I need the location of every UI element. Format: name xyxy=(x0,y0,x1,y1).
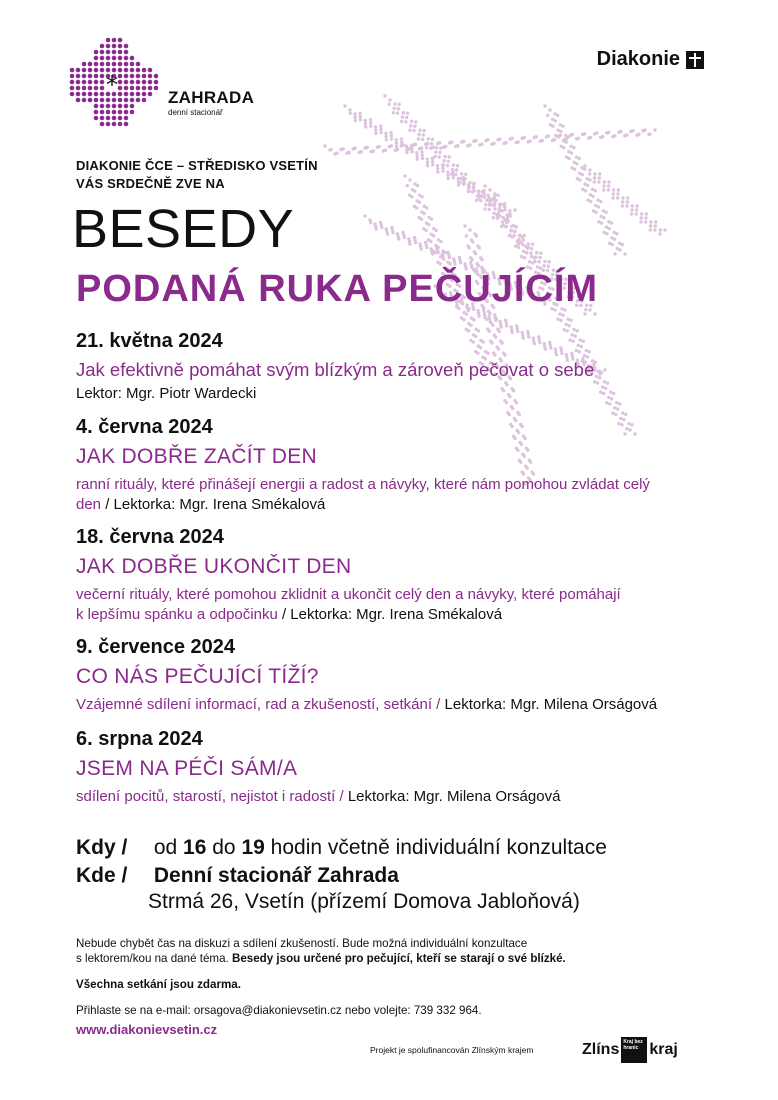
event-topic: Jak efektivně pomáhat svým blízkým a zároveň pečovat o sebe xyxy=(76,359,595,380)
organizer-line: DIAKONIE ČCE – STŘEDISKO VSETÍN xyxy=(76,158,318,173)
where-address: Strmá 26, Vsetín (přízemí Domova Jabloňová) xyxy=(148,890,580,913)
funding-note: Projekt je spolufinancován Zlínským krajem xyxy=(370,1045,534,1055)
partner-text-b: kraj xyxy=(649,1041,678,1058)
event-description-cont: den xyxy=(76,496,102,513)
event-description: ranní rituály, které přinášejí energii a radost a návyky, které nám pomohou zvládat celý xyxy=(76,476,650,493)
diakonie-name: Diakonie xyxy=(596,48,680,70)
when-pre: od xyxy=(153,836,178,859)
event-description-cont: k lepšímu spánku a odpočinku xyxy=(76,606,278,623)
event-date: 18. června 2024 xyxy=(76,526,224,548)
where-label: Kde / xyxy=(76,864,128,887)
event-topic: JSEM NA PÉČI SÁM/A xyxy=(76,757,298,780)
website-link[interactable]: www.diakonievsetin.cz xyxy=(76,1022,218,1037)
when-post: hodin včetně individuální konzultace xyxy=(270,836,607,859)
zahrada-flower-logo-icon xyxy=(62,36,162,132)
event-topic: JAK DOBŘE ZAČÍT DEN xyxy=(76,445,318,468)
event-lector: / Lektorka: Mgr. Irena Smékalová xyxy=(281,606,503,623)
event-2 xyxy=(76,416,650,515)
event-date: 6. srpna 2024 xyxy=(76,728,203,750)
svg-text:*: * xyxy=(106,71,118,99)
when-from: 16 xyxy=(183,836,207,859)
event-4 xyxy=(76,636,657,715)
event-lector: Lektor: Mgr. Piotr Wardecki xyxy=(76,385,257,402)
event-topic: JAK DOBŘE UKONČIT DEN xyxy=(76,555,352,578)
event-topic: CO NÁS PEČUJÍCÍ TÍŽÍ? xyxy=(76,665,319,688)
contact-note: Přihlaste se na e-mail: orsagova@diakonievsetin.cz nebo volejte: 739 332 964. xyxy=(76,1004,482,1017)
event-1 xyxy=(76,330,594,404)
event-date: 9. července 2024 xyxy=(76,636,236,658)
event-date: 21. května 2024 xyxy=(76,330,223,352)
logo-title: ZAHRADA xyxy=(168,88,255,107)
partner-box: Kraj bez hranic xyxy=(621,1037,647,1063)
when-to: 19 xyxy=(241,836,265,859)
event-description: Vzájemné sdílení informací, rad a zkušeností, setkání / xyxy=(76,696,441,713)
free-note: Všechna setkání jsou zdarma. xyxy=(76,978,241,991)
event-info xyxy=(76,836,607,914)
note-text-cont: s lektorem/kou na dané téma. xyxy=(76,952,229,965)
when-mid: do xyxy=(212,836,236,859)
event-lector: Lektorka: Mgr. Milena Orságová xyxy=(444,696,658,713)
page-subtitle: PODANÁ RUKA PEČUJÍCÍM xyxy=(76,268,599,310)
diakonie-logo xyxy=(597,48,704,71)
partner-text-a: Zlíns xyxy=(582,1041,620,1058)
logo-subtitle: denní stacionář xyxy=(168,108,223,117)
note-bold: Besedy jsou určené pro pečující, kteří se starají o své blízké. xyxy=(231,952,566,965)
event-description: večerní rituály, které pomohou zklidnit a ukončit celý den a návyky, které pomáhají xyxy=(76,586,621,603)
page-title: BESEDY xyxy=(72,199,295,259)
diakonie-cross-icon xyxy=(686,51,704,69)
notes xyxy=(76,936,656,1029)
zlin-region-logo xyxy=(582,1037,678,1063)
invitation-line: VÁS SRDEČNĚ ZVE NA xyxy=(76,176,225,191)
note-text: Nebude chybět čas na diskuzi a sdílení zkušeností. Bude možná individuální konzultace xyxy=(76,937,528,950)
event-description: sdílení pocitů, starostí, nejistot i radostí / xyxy=(76,788,344,805)
event-lector: Lektorka: Mgr. Milena Orságová xyxy=(347,788,561,805)
event-5 xyxy=(76,728,560,807)
event-3 xyxy=(76,526,621,625)
when-label: Kdy / xyxy=(76,836,128,859)
event-lector: / Lektorka: Mgr. Irena Smékalová xyxy=(105,496,326,513)
where-place: Denní stacionář Zahrada xyxy=(153,864,399,887)
event-date: 4. června 2024 xyxy=(76,416,213,438)
